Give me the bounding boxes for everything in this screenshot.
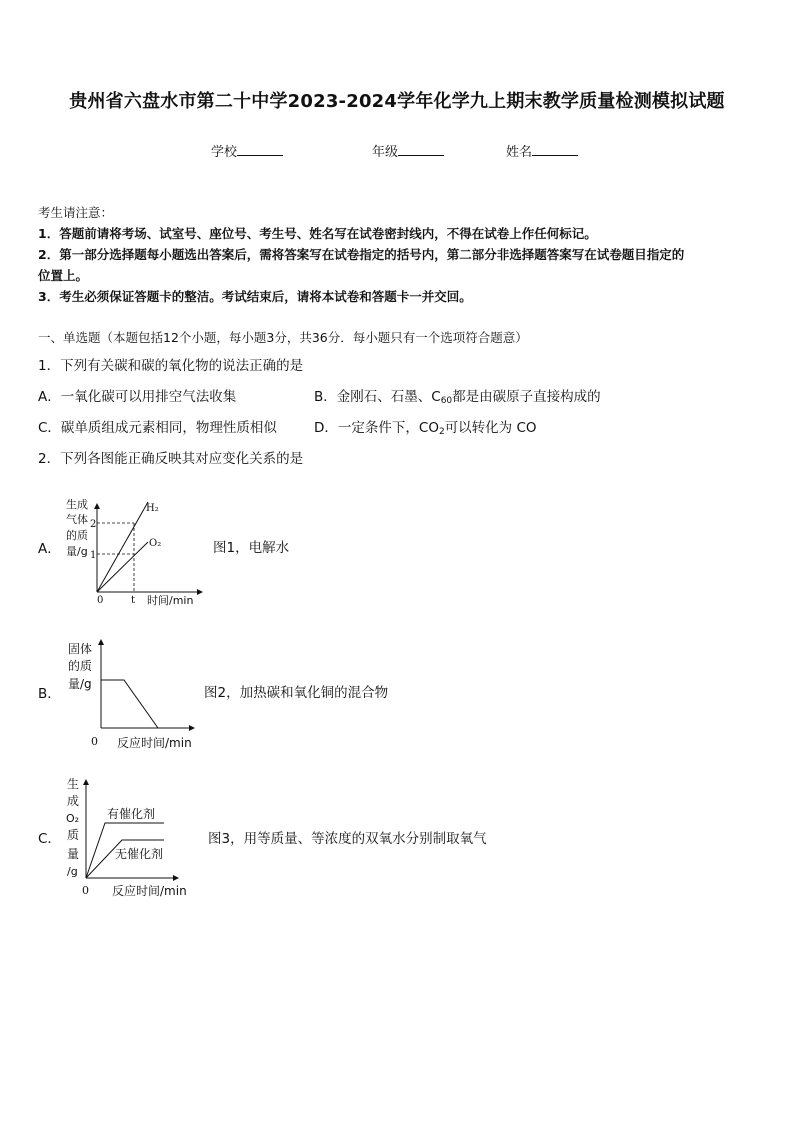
q1-option-d (314, 416, 537, 436)
fig1-o2-line (97, 542, 148, 592)
fig1-xlabel: 时间/min (147, 594, 194, 607)
q2-figure-2 (62, 636, 207, 754)
fig1-h2-line (97, 502, 148, 592)
fig2-mass-line (101, 680, 158, 728)
fig3-xlabel: 反应时间/min (112, 884, 187, 898)
fig1-origin: 0 (97, 595, 104, 606)
fig1-o2-label: O₂ (149, 538, 162, 549)
q1-option-b-sub: 60 (440, 396, 453, 406)
fig3-ylabel-6: /g (67, 865, 78, 878)
fig3-ylabel-4: 质 (67, 828, 80, 842)
name-field[interactable] (506, 141, 578, 160)
notice-item-3: 3．考生必须保证答题卡的整洁。考试结束后，请将本试卷和答题卡一并交回。 (38, 289, 472, 304)
fig1-ytick-1: 1 (90, 550, 97, 561)
fig3-ylabel-1: 生 (67, 777, 80, 791)
page-title: 贵州省六盘水市第二十中学2023-2024学年化学九上期末教学质量检测模拟试题 (69, 91, 725, 112)
q1-option-a: A．一氧化碳可以用排空气法收集 (38, 389, 237, 405)
fig3-origin: 0 (82, 884, 89, 897)
name-label: 姓名 (506, 145, 533, 160)
q2-figure-1 (60, 494, 205, 608)
fig1-ylabel-2: 气体 (66, 513, 88, 526)
grade-blank[interactable] (398, 144, 444, 156)
fig3-ylabel-2: 成 (67, 794, 80, 808)
grade-label: 年级 (372, 145, 399, 160)
q2-figure-1-caption: 图1，电解水 (213, 540, 290, 556)
fig2-xlabel: 反应时间/min (117, 736, 192, 750)
fig1-ytick-2: 2 (90, 519, 97, 530)
school-field[interactable] (211, 141, 283, 160)
notice-item-2: 2．第一部分选择题每小题选出答案后，需将答案写在试卷指定的括号内，第二部分非选择题答案写在试卷题目指定的 (38, 247, 685, 262)
fig2-ylabel-1: 固体 (68, 642, 93, 656)
section-heading: 一、单选题（本题包括12个小题，每小题3分，共36分．每小题只有一个选项符合题意） (38, 330, 528, 345)
q2-figure-3 (60, 772, 205, 900)
q1-option-c: C．碳单质组成元素相同，物理性质相似 (38, 420, 277, 436)
q2-figure-3-caption: 图3，用等质量、等浓度的双氧水分别制取氧气 (208, 831, 487, 847)
q1-option-b-pre: B．金刚石、石墨、C (314, 389, 441, 405)
q1-option-d-pre: D．一定条件下，CO (314, 420, 439, 436)
q1-option-d-sub: 2 (438, 427, 445, 437)
fig1-h2-label: H₂ (146, 503, 159, 514)
notice-item-1: 1．答题前请将考场、试室号、座位号、考生号、姓名写在试卷密封线内，不得在试卷上作任何标记。 (38, 226, 597, 241)
q2-option-a-label: A． (38, 541, 61, 557)
fig2-ylabel-2: 的质 (68, 659, 93, 673)
name-blank[interactable] (532, 144, 578, 156)
fig1-t-tick: t (131, 595, 136, 606)
q1-stem: 1．下列有关碳和碳的氧化物的说法正确的是 (38, 358, 304, 374)
q1-option-d-post: 可以转化为 CO (444, 420, 537, 436)
q1-option-b (314, 385, 601, 405)
notice-heading: 考生请注意： (38, 205, 114, 220)
fig1-ylabel-3: 的质 (66, 529, 88, 542)
school-label: 学校 (211, 145, 238, 160)
fig3-no-catalyst-label: 无催化剂 (115, 847, 164, 861)
q2-figure-2-caption: 图2，加热碳和氧化铜的混合物 (204, 685, 389, 701)
fig3-catalyst-label: 有催化剂 (107, 807, 156, 821)
notice-item-2-cont: 位置上。 (38, 268, 89, 283)
grade-field[interactable] (372, 141, 444, 160)
school-blank[interactable] (237, 144, 283, 156)
fig2-ylabel-3: 量/g (68, 677, 92, 691)
q2-option-b-label: B． (38, 686, 61, 702)
fig2-origin: 0 (91, 735, 98, 748)
fig1-ylabel-1: 生成 (66, 498, 88, 511)
fig3-ylabel-3: O₂ (66, 812, 80, 825)
q2-option-c-label: C． (38, 831, 61, 847)
q1-option-b-post: 都是由碳原子直接构成的 (452, 389, 601, 405)
fig1-ylabel-4: 量/g (66, 545, 88, 558)
fig3-ylabel-5: 量 (67, 847, 80, 861)
q2-stem: 2．下列各图能正确反映其对应变化关系的是 (38, 451, 304, 467)
